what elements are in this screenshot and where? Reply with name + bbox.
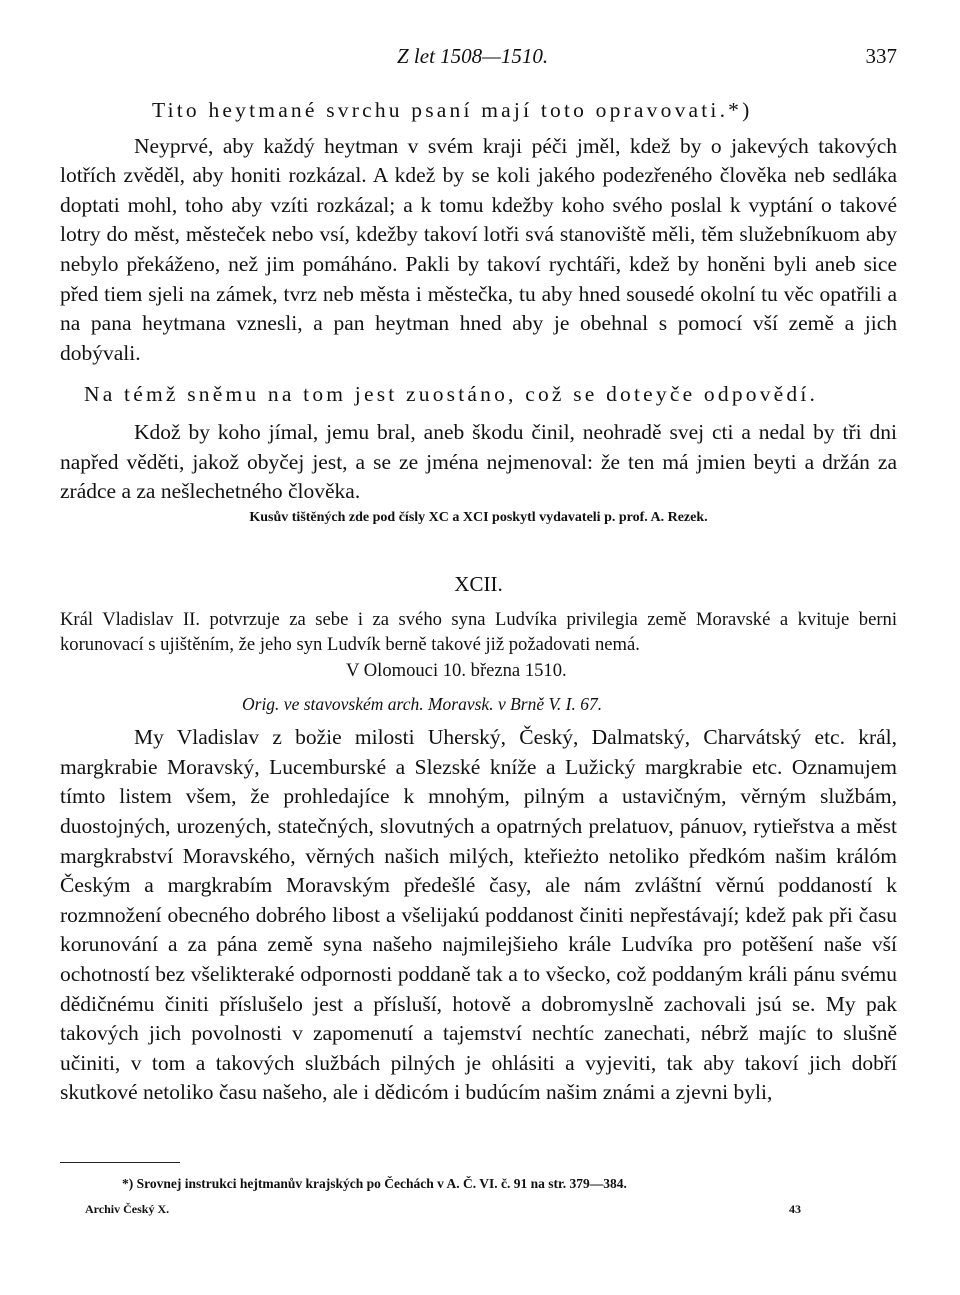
document-regest: Král Vladislav II. potvrzuje za sebe i za svého syna Ludvíka privilegia země Moravské a kvituje berni korunovací s ujištěním, že jeho syn Ludvík berně takové již požadovati nemá.: [60, 608, 897, 656]
section-heading-diet: Na témž sněmu na tom jest zuostáno, což se doteyče odpovědí.: [84, 382, 819, 407]
printer-signature-row: [60, 1202, 897, 1222]
page-header: [60, 44, 897, 74]
document-text: My Vladislav z božie milosti Uherský, Český, Dalmatský, Charvátský etc. král, margkrabie Moravský, Lucemburské a Slezské kníže a Lužický margkrabie etc. Oznamujem tímto listem všem, že prohledajíce k mnohým, pilným a ustavičným, věrným službám, duostojných, urozených, statečných, slovutných a opatrných prelatuov, pánuov, rytieřstva a měst margkrabství Moravského, věrných našich milých, kteřieżto netoliko předkóm našim králóm Českým a margkrabím Moravským předešlé časy, ale nám zvláštní věrnú poddaností k rozmnožení obecného dobrého libost a všelijakú poddanost činiti nepřestávají; kdež pak při času korunování a za pána země syna našeho najmilejšieho krále Ludvíka pro potěšení naše vší ochotností bez všelikteraké odpornosti poddaně tak a to všecko, což poddaným králi pánu svému dědičnému činiti příslušelo jest a přísluší, hotově a dobromyslně zachovali jsú se. My pak takových jich povolnosti v zapomenutí a tajemství nechtíc zanechati, nébrž majíc to slušně učiniti, v tom a takových službách pilných je ohlásiti a vyjeviti, tak aby takoví jich dobří skutkové netoliko času našeho, ale i dědicóm i budúcím našim známi a zjevni byli,: [60, 725, 897, 1105]
running-title: Z let 1508—1510.: [397, 44, 549, 68]
signature-number: 43: [789, 1202, 801, 1216]
page-footer: [60, 1162, 897, 1222]
editorial-note: Kusův tištěných zde pod čísly XC a XCI poskytl vydavateli p. prof. A. Rezek.: [249, 509, 708, 525]
page-body: [60, 96, 897, 1108]
document-source: Orig. ve stavovském arch. Moravsk. v Brně V. I. 67.: [242, 694, 603, 715]
document-place-date: V Olomouci 10. března 1510.: [346, 659, 567, 681]
page-number: 337: [865, 44, 897, 68]
signature-mark: Archiv Český X.: [85, 1202, 170, 1216]
paragraph-instructions: Neyprvé, aby každý heytman v svém kraji péči jměl, kdež by o jakevých takových lotřích zvěděl, aby honiti rozkázal. A kdež by se koli jakého podezřeného člověka neb sedláka doptati mohl, toho aby vzíti rozkázal; a k tomu kdežby koho svého poslal k vyptání o takové lotry do měst, městeček nebo vsí, kdežby takoví lotři svá stanoviště měli, těm služebníkuom aby nebylo překáženo, než jim pomáháno. Pakli by takoví rychtáři, kdež by honěni byli aneb sice před tiem sjeli na zámek, tvrz neb města i městečka, tu aby hned sousedé okolní tu věc opatřili a na pana heytmana vznesli, a pan heytman hned aby je obehnal s pomocí vší země a jich dobývali.: [60, 133, 897, 365]
section-heading-instructions: Tito heytmané svrchu psaní mají toto opravovati.*): [152, 98, 753, 122]
paragraph-diet: Kdož by koho jímal, jemu bral, aneb škodu činil, neohradě svej cti a nedal by tři dni napřed věděti, jakož obyčej jest, a se ze jména nejmenoval: že ten má jmien beyti a držán za zrádce a za nešlechetného člověka.: [60, 419, 897, 504]
footnote-divider: [60, 1162, 180, 1163]
footnote: *) Srovnej instrukci hejtmanův krajských po Čechách v A. Č. VI. č. 91 na str. 379—384.: [122, 1176, 627, 1191]
document-number: XCII.: [454, 571, 503, 596]
